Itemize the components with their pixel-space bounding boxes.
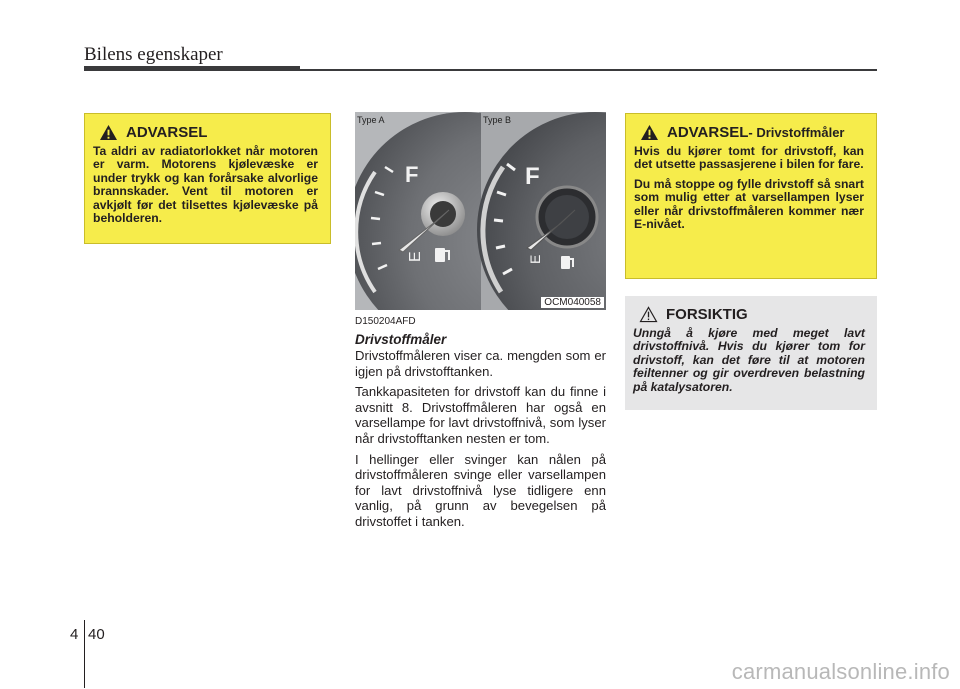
warning-header (634, 124, 864, 141)
warning-box-fuel-gauge (625, 113, 877, 279)
page-section-number: 4 (70, 626, 79, 643)
warning-text: Hvis du kjører tomt for drivstoff, kan det utsette passasjerene i bilen for fare. (634, 144, 864, 172)
warning-triangle-icon (99, 124, 118, 141)
warning-box-radiator (84, 113, 331, 244)
full-mark-a: F (405, 162, 419, 187)
body-paragraph: Drivstoffmåleren viser ca. mengden som er igjen på drivstofftanken. (355, 348, 606, 379)
warning-header (93, 124, 318, 141)
fuel-gauge-illustration (355, 112, 606, 310)
fuel-gauge-figure (355, 112, 606, 310)
watermark: carmanualsonline.info (731, 659, 950, 684)
full-mark-b: F (525, 163, 540, 190)
empty-mark-a: E (407, 251, 424, 262)
header-rule (300, 69, 877, 71)
warning-triangle-icon (640, 124, 659, 141)
caution-title: FORSIKTIG (666, 306, 748, 323)
warning-title: ADVARSEL (126, 124, 208, 141)
warning-subtitle: - Drivstoffmåler (748, 125, 845, 140)
footer-divider (84, 620, 85, 688)
warning-title: ADVARSEL (667, 124, 749, 141)
section-body (355, 348, 606, 535)
page-header-title: Bilens egenskaper (84, 44, 223, 65)
header-rule-dark (84, 66, 300, 71)
body-paragraph: I hellinger eller svinger kan nålen på drivstoffmåleren svinge eller varsellampen for lavt drivstoffnivå lyse tidligere enn vanlig, på grunn av bevegelsen på drivstoffet i tanken. (355, 451, 606, 529)
section-code: D150204AFD (355, 316, 416, 327)
caution-text: Unngå å kjøre med meget lavt drivstoffnivå. Hvis du kjører tom for drivstoff, kan det føre til at motoren feiltenner og gir overdreven belastning på katalysatoren. (633, 326, 865, 394)
warning-text: Ta aldri av radiatorlokket når motoren er varm. Motorens kjølevæske er under trykk og kan forårsake alvorlige brannskader. Vent til motoren er avkjølt før det tilsettes kjølevæske på beholderen. (93, 144, 318, 226)
caution-box (625, 296, 877, 410)
figure-code: OCM040058 (541, 297, 604, 308)
type-a-label: Type A (357, 115, 385, 125)
empty-mark-b: E (527, 254, 543, 264)
body-paragraph: Tankkapasiteten for drivstoff kan du finne i avsnitt 8. Drivstoffmåleren har også en varsellampe for lavt drivstoffnivå, som lyser når drivstofftanken nesten er tom. (355, 384, 606, 446)
caution-header (633, 306, 865, 323)
warning-text: Du må stoppe og fylle drivstoff så snart som mulig etter at varsellampen lyser eller når drivstoffmåleren kommer nær E-nivået. (634, 176, 864, 232)
section-heading: Drivstoffmåler (355, 332, 447, 347)
caution-triangle-icon (639, 306, 658, 323)
type-b-label: Type B (483, 115, 512, 125)
page-number: 40 (88, 626, 105, 643)
